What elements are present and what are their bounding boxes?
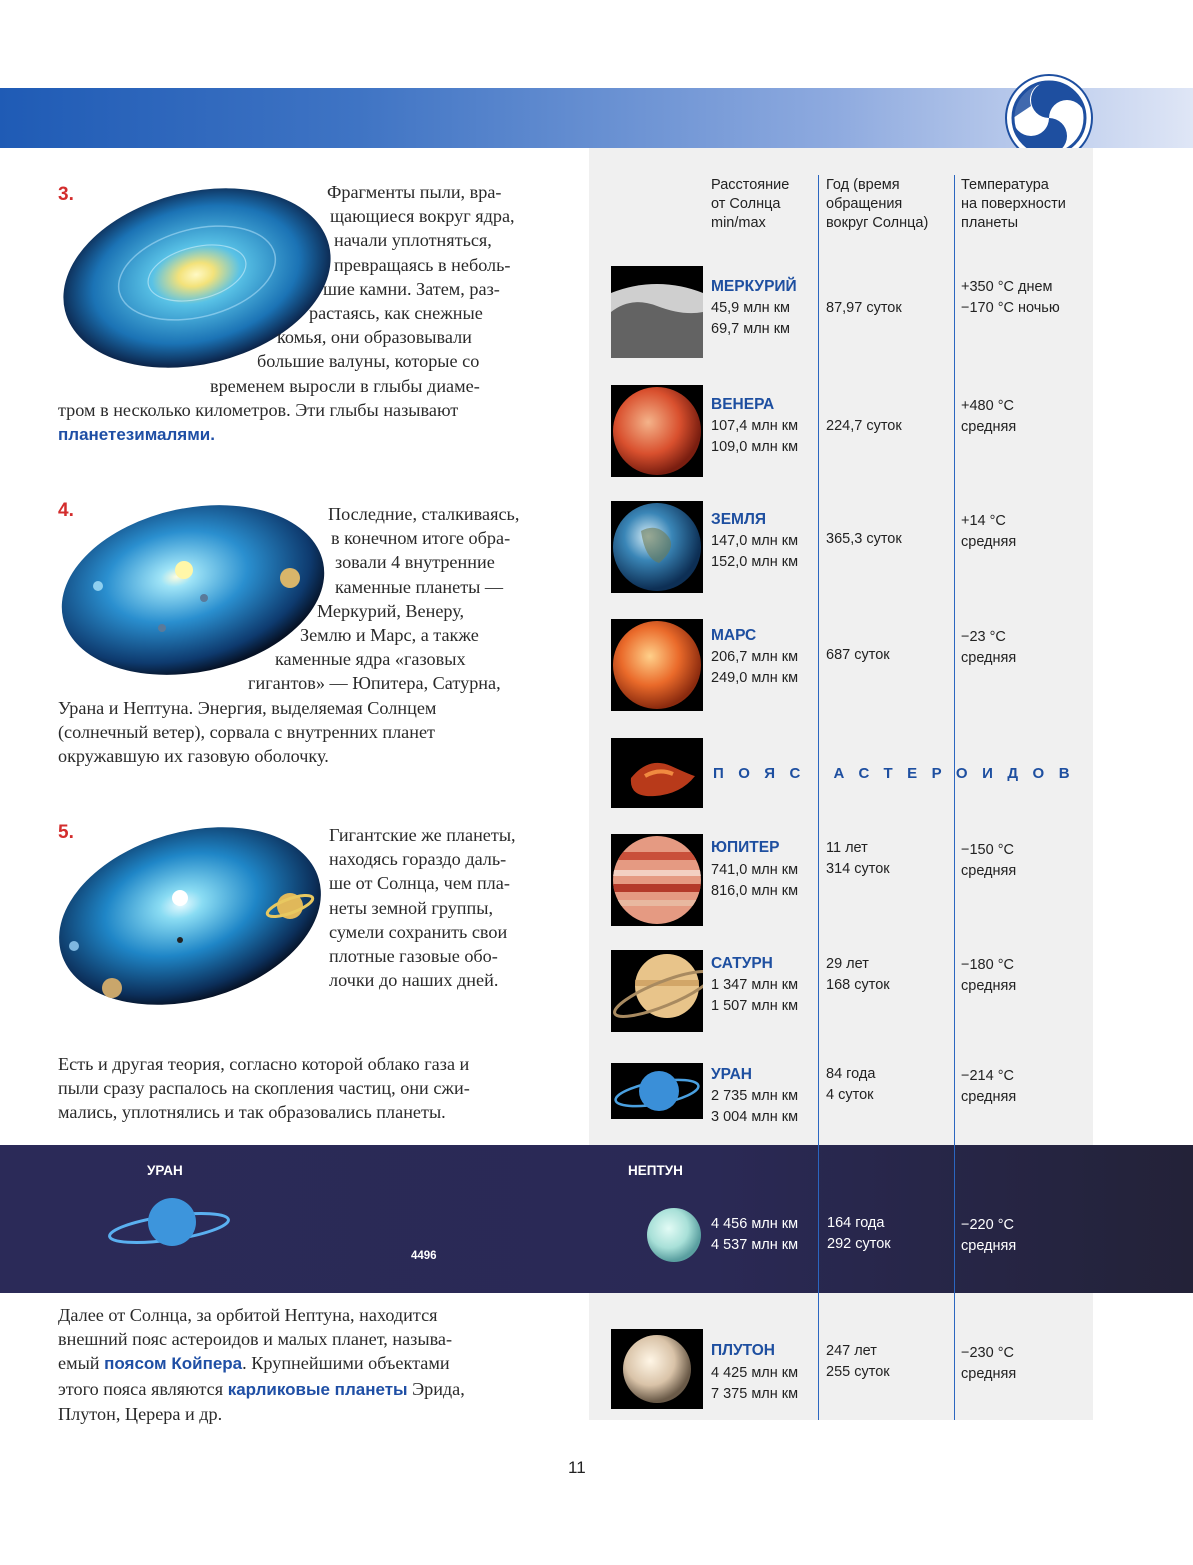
highlight-term: карликовые планеты	[227, 1379, 408, 1399]
column-divider	[954, 1145, 955, 1293]
step4-text: Последние, сталкиваясь, в конечном итоге обра- зовали 4 внутренние каменные планеты — Меркурий, Венеру, Землю и Марс, а также каменные ядра «газовых гигантов» — Юпитера, Сатурна, Урана и Нептуна. Энергия, выделяемая Солнцем (солнечный ветер), сорвала с внутренних планет окружавшую их газовую оболочку.	[58, 504, 520, 767]
planet-name: УРАН	[711, 1066, 753, 1083]
asteroid-belt-label: ПОЯС АСТЕРОИДОВ	[713, 765, 1085, 782]
planet-year: 29 лет 168 суток	[826, 956, 890, 993]
uranus-band-image	[106, 1192, 232, 1256]
planet-name: ПЛУТОН	[711, 1342, 775, 1359]
neptune-temperature: −220 °C средняя	[961, 1217, 1017, 1254]
theory-text: Есть и другая теория, согласно которой облако газа и пыли сразу распалось на скопления частиц, они сжи- мались, уплотнялись и так образовались планеты.	[58, 1054, 470, 1123]
step-number: 4.	[58, 500, 74, 521]
neptune-band-label: НЕПТУН	[628, 1163, 683, 1178]
step5-text: Гигантские же планеты, находясь гораздо даль- ше от Солнца, чем пла- неты земной группы, сумели сохранить свои плотные газовые обо- лочки до наших дней.	[329, 825, 516, 991]
step-number: 5.	[58, 822, 74, 843]
planet-name: САТУРН	[711, 955, 773, 972]
highlight-term: поясом Койпера	[104, 1354, 243, 1374]
planet-name: ЗЕМЛЯ	[711, 511, 766, 528]
kuiper-text: Далее от Солнца, за орбитой Нептуна, находится внешний пояс астероидов и малых планет, называ- емый поясом Койпера. Крупнейшими объектами этого пояса являются карликовые планеты Эрида, Плутон, Церера и др.	[58, 1305, 465, 1424]
planet-distance: 45,9 млн км 69,7 млн км	[711, 300, 791, 337]
planet-year: 87,97 суток	[826, 300, 902, 316]
neptune-distance: 4 456 млн км 4 537 млн км	[711, 1216, 799, 1253]
planet-temperature: −180 °C средняя	[961, 957, 1017, 994]
planet-temperature: −150 °C средняя	[961, 842, 1017, 879]
planet-distance: 147,0 млн км 152,0 млн км	[711, 533, 799, 570]
mars-image	[611, 619, 703, 711]
planet-distance: 4 425 млн км 7 375 млн км	[711, 1365, 799, 1402]
uranus-band-label: УРАН	[147, 1163, 183, 1178]
planet-name: МАРС	[711, 627, 757, 644]
venus-image	[611, 385, 703, 477]
planet-name: ЮПИТЕР	[711, 839, 780, 856]
planet-temperature: +14 °C средняя	[961, 513, 1017, 550]
planet-year: 687 суток	[826, 647, 890, 663]
planet-year: 365,3 суток	[826, 531, 902, 547]
header-temperature: Температура на поверхности планеты	[961, 177, 1066, 231]
planet-name: ВЕНЕРА	[711, 396, 775, 413]
header-year: Год (время обращения вокруг Солнца)	[826, 177, 929, 231]
planet-temperature: −214 °C средняя	[961, 1068, 1017, 1105]
pluto-image	[611, 1329, 703, 1409]
band-number: 4496	[411, 1250, 437, 1262]
step3-text: Фрагменты пыли, вра- щающиеся вокруг ядра, начали уплотняться, превращаясь в неболь- шие камни. Затем, раз- растаясь, как снежные комья, они образовывали большие валуны, которые со временем выросли в глыбы диаме- тром в несколько километров. Эти глыбы называют планетезималями.	[58, 182, 515, 445]
planet-name: МЕРКУРИЙ	[711, 278, 797, 295]
planet-temperature: +480 °C средняя	[961, 398, 1017, 435]
planet-distance: 107,4 млн км 109,0 млн км	[711, 418, 799, 455]
uranus-image	[611, 1063, 703, 1119]
earth-image	[611, 501, 703, 593]
planet-distance: 206,7 млн км 249,0 млн км	[711, 649, 799, 686]
planet-year: 247 лет 255 суток	[826, 1343, 890, 1380]
planet-distance: 741,0 млн км 816,0 млн км	[711, 862, 799, 899]
neptune-image	[645, 1206, 703, 1264]
planet-distance: 2 735 млн км 3 004 млн км	[711, 1088, 799, 1125]
planet-temperature: −23 °C средняя	[961, 629, 1017, 666]
planet-year: 11 лет 314 суток	[826, 840, 890, 877]
page-number: 11	[568, 1458, 586, 1477]
asteroid-image	[611, 738, 703, 808]
jupiter-image	[611, 834, 703, 926]
planet-temperature: −230 °C средняя	[961, 1345, 1017, 1382]
header-distance: Расстояние от Солнца min/max	[711, 177, 790, 231]
planet-temperature: +350 °C днем −170 °C ночью	[961, 279, 1060, 316]
mercury-image	[611, 266, 703, 358]
highlight-term: планетезималями.	[58, 425, 215, 445]
step-number: 3.	[58, 184, 74, 205]
planet-year: 84 года 4 суток	[826, 1066, 876, 1103]
neptune-year: 164 года 292 суток	[827, 1215, 891, 1252]
saturn-image	[611, 950, 703, 1032]
planet-year: 224,7 суток	[826, 418, 902, 434]
planet-distance: 1 347 млн км 1 507 млн км	[711, 977, 799, 1014]
column-divider	[818, 1145, 819, 1293]
